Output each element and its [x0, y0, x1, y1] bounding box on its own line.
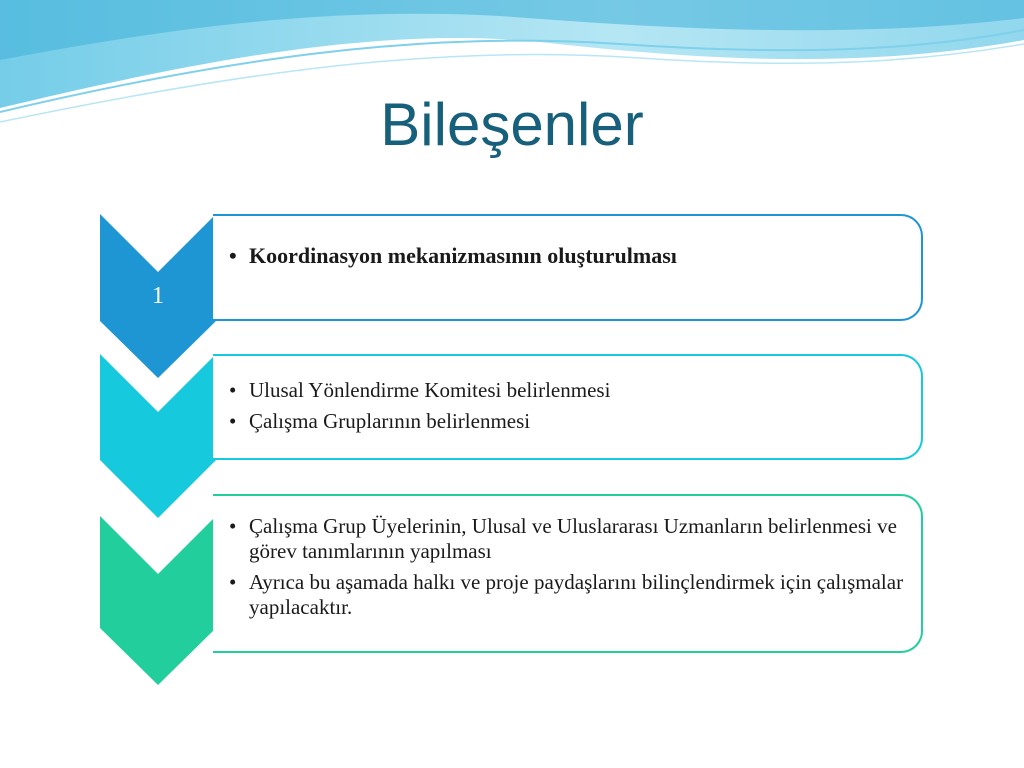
- step-3-bullet-1: • Çalışma Grup Üyelerinin, Ulusal ve Uluslararası Uzmanların belirlenmesi ve görev tanımlarının yapılması: [223, 514, 909, 564]
- step-1-number: 1: [152, 283, 164, 309]
- step-2-chevron: [100, 354, 216, 518]
- step-2-box: [213, 354, 923, 460]
- step-3-bullet-2: • Ayrıca bu aşamada halkı ve proje paydaşlarını bilinçlendirmek için çalışmalar yapılacaktır.: [223, 570, 909, 620]
- step-2-bullet-1: • Ulusal Yönlendirme Komitesi belirlenmesi: [223, 378, 909, 403]
- step-3-chevron: [100, 516, 216, 685]
- step-2-bullet-2: • Çalışma Gruplarının belirlenmesi: [223, 409, 909, 434]
- page-title: Bileşenler: [380, 91, 644, 158]
- step-3-box: [213, 494, 923, 653]
- step-1-box: [213, 214, 923, 321]
- step-1-bullet-1: • Koordinasyon mekanizmasının oluşturulması: [223, 243, 677, 268]
